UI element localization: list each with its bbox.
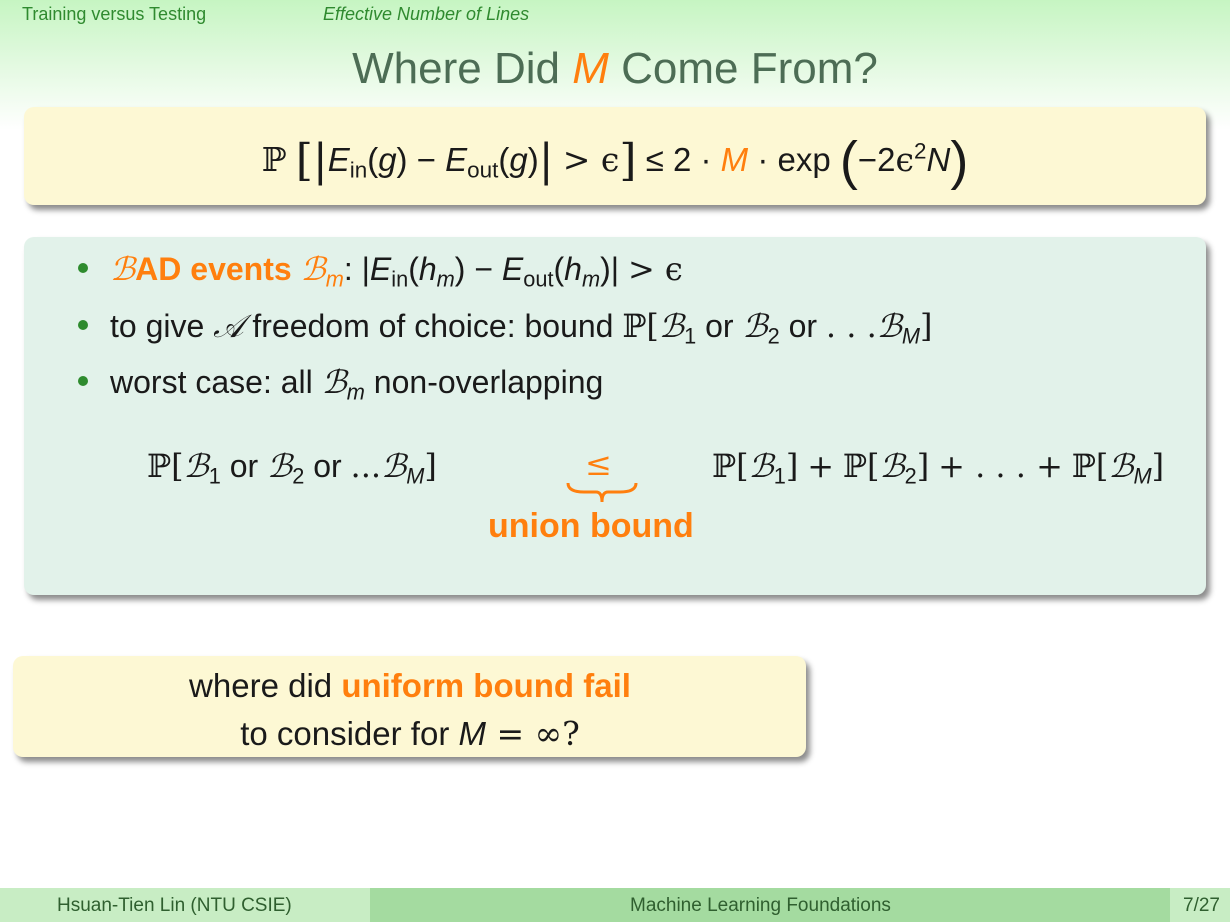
close-bracket: ] (619, 135, 637, 186)
question-text: where did (189, 667, 342, 704)
g-symbol: g (378, 141, 397, 178)
footer-page: 7/27 (1183, 895, 1220, 916)
question-line-1 (0, 667, 820, 705)
neg2: −2 (857, 141, 896, 178)
bullet-worst-case: worst case: all ℬ$_m$ non-overlapping (78, 363, 603, 401)
slide-title (0, 44, 1230, 94)
cal-b: ℬ (110, 250, 136, 288)
question-highlight: uniform bound fail (341, 667, 631, 704)
colon: : (343, 251, 353, 287)
square: 2 (913, 138, 927, 164)
close-paren: ) (950, 131, 969, 191)
m-symbol: M (720, 141, 749, 178)
cal-a: 𝒜 (213, 307, 244, 345)
m-sub: m (325, 266, 344, 292)
nav-section[interactable]: Training versus Testing (22, 4, 207, 24)
cal-b: ℬ (300, 250, 326, 288)
bullet-dot (78, 320, 88, 330)
open-bracket: [| (295, 135, 328, 186)
footer-author-panel (0, 888, 370, 922)
prob-symbol: ℙ (622, 307, 647, 345)
or-word: or (313, 448, 342, 484)
footer-author: Hsuan-Tien Lin (NTU CSIE) (57, 895, 292, 916)
open-paren: ( (839, 131, 858, 191)
footer-page-panel (1170, 888, 1230, 922)
bullet-bad-events (78, 250, 683, 292)
n-symbol: N (926, 141, 951, 178)
m-symbol: M (458, 715, 486, 752)
in-sub: in (349, 157, 368, 183)
bullet-dot (78, 376, 88, 386)
exp-text: · exp (757, 141, 831, 178)
bullet-text: freedom of choice: bound (252, 308, 614, 344)
question-line-2 (0, 714, 820, 753)
out-sub: out (467, 157, 499, 183)
bad-event-def: $|E_{in}(h_m) - E_{out}(h_m)| > \epsilon$ (361, 250, 683, 292)
bullet-dot (78, 263, 88, 273)
union-rhs: ℙ[ℬ$_1$] + ℙ[ℬ$_2$] + . . . + ℙ[ℬ$_M$] (712, 447, 1165, 489)
leq-2: ≤ 2 · (645, 141, 712, 178)
close-abs: | (538, 135, 554, 186)
prob-symbol: ℙ (261, 140, 287, 179)
nav-subsection[interactable]: Effective Number of Lines (323, 4, 530, 24)
title-highlight: M (572, 44, 609, 93)
bullet-text: to give (110, 308, 205, 344)
gt-eps: > ϵ (562, 140, 620, 179)
bullet-text: worst case: all (110, 364, 313, 400)
or-word: or (229, 448, 259, 484)
bullet-text: non-overlapping (373, 364, 604, 400)
footer-course-panel (370, 888, 1170, 922)
footer-course: Machine Learning Foundations (630, 895, 891, 916)
bullet-freedom: to give 𝒜 freedom of choice: bound ℙ[ℬ$_1$ or ℬ$_2$ or . . .ℬ$_M$] (78, 307, 933, 346)
title-suffix: Come From? (608, 44, 878, 93)
e-symbol: E (327, 141, 350, 178)
title-prefix: Where Did (352, 44, 573, 93)
underbrace-icon (566, 480, 638, 506)
union-lhs: ℙ[ℬ$_1$ or ℬ$_2$ or ...ℬ$_M$] (147, 447, 437, 489)
plus-dots: + . . . + (938, 447, 1063, 485)
eps: ϵ (895, 140, 914, 179)
plus: + (807, 447, 834, 485)
e-symbol: E (445, 141, 468, 178)
leq-symbol: ≤ (585, 445, 612, 483)
question-tail: = ∞? (485, 714, 580, 753)
bad-label: AD events (135, 251, 292, 287)
union-bound-label: union bound (488, 507, 694, 545)
g-symbol: g (509, 141, 528, 178)
question-text: to consider for (240, 715, 459, 752)
hoeffding-equation: ℙ $[|E_{in}(g) - E_{out}(g)| > \epsilon] \le 2 \cdot M \cdot \exp (-2\epsilon^2N)$ (261, 131, 969, 191)
dots: ... (350, 447, 382, 485)
cal-b: ℬ (321, 363, 347, 401)
